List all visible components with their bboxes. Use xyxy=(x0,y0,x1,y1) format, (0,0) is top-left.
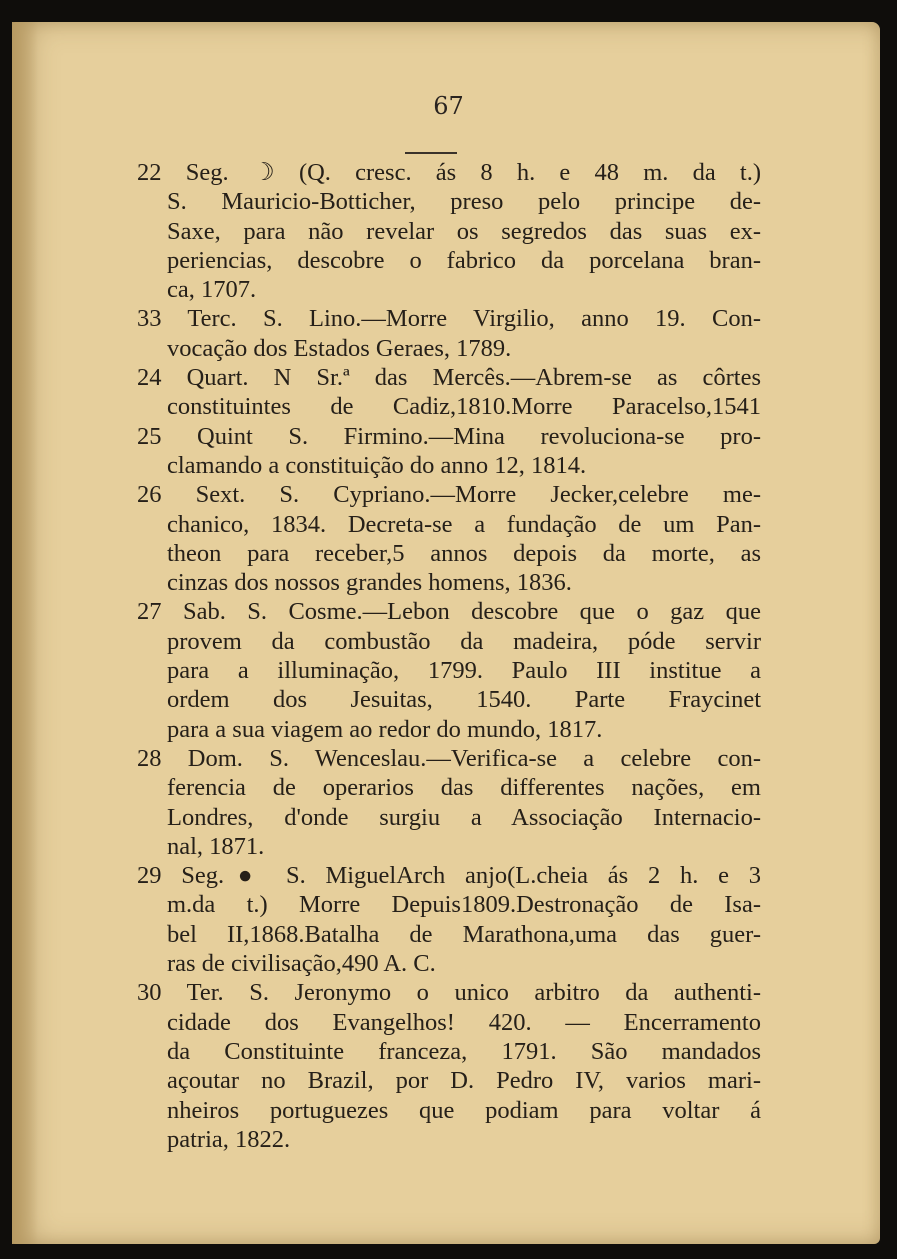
text-line: provem da combustão da madeira, póde servir xyxy=(167,627,761,655)
text-line: 29 Seg.● S. MiguelArch anjo(L.cheia ás 2 h. e 3 xyxy=(137,862,761,890)
text-line: vocação dos Estados Geraes, 1789. xyxy=(167,334,512,362)
page-gutter-shadow xyxy=(12,22,38,1244)
text-line: ca, 1707. xyxy=(167,276,257,304)
text-line: 22 Seg. ☽ (Q. cresc. ás 8 h. e 48 m. da t.) xyxy=(137,159,761,186)
text-line: nheiros portuguezes que podiam para voltar á xyxy=(167,1096,761,1124)
text-line: theon para receber,5 annos depois da morte, as xyxy=(167,539,761,567)
text-line: periencias, descobre o fabrico da porcelana bran- xyxy=(167,246,761,274)
header-rule xyxy=(405,152,457,154)
text-line: 30 Ter. S. Jeronymo o unico arbitro da authenti- xyxy=(137,979,761,1007)
text-line: para a sua viagem ao redor do mundo, 1817. xyxy=(167,715,603,743)
text-line: 24 Quart. N Sr.ª das Mercês.—Abrem-se as côrtes xyxy=(137,364,761,392)
text-line: ordem dos Jesuitas, 1540. Parte Fraycinet xyxy=(167,686,761,714)
text-line: ferencia de operarios das differentes nações, em xyxy=(167,774,761,802)
text-line: açoutar no Brazil, por D. Pedro IV, varios mari- xyxy=(167,1067,761,1095)
text-line: Saxe, para não revelar os segredos das suas ex- xyxy=(167,217,761,245)
text-line: bel II,1868.Batalha de Marathona,uma das guer- xyxy=(167,920,761,948)
text-line: cidade dos Evangelhos! 420. — Encerramento xyxy=(167,1008,761,1036)
text-line: m.da t.) Morre Depuis1809.Destronação de Isa- xyxy=(167,891,761,919)
text-line: cinzas dos nossos grandes homens, 1836. xyxy=(167,569,572,597)
text-line: S. Mauricio-Botticher, preso pelo principe de- xyxy=(167,188,761,216)
page-number: 67 xyxy=(433,92,464,120)
calendar-text xyxy=(137,158,761,1154)
text-line: patria, 1822. xyxy=(167,1125,291,1153)
text-line: 27 Sab. S. Cosme.—Lebon descobre que o gaz que xyxy=(137,598,761,626)
text-line: chanico, 1834. Decreta-se a fundação de um Pan- xyxy=(167,510,761,538)
text-line: ras de civilisação,490 A. C. xyxy=(167,950,436,978)
text-line: constituintes de Cadiz,1810.Morre Paracelso,1541 xyxy=(167,393,761,421)
text-line: nal, 1871. xyxy=(167,832,265,860)
text-line: da Constituinte franceza, 1791. São mandados xyxy=(167,1037,761,1065)
text-line: 28 Dom. S. Wenceslau.—Verifica-se a celebre con- xyxy=(137,744,761,772)
text-line: clamando a constituição do anno 12, 1814. xyxy=(167,451,587,479)
text-line: 33 Terc. S. Lino.—Morre Virgilio, anno 19. Con- xyxy=(137,305,761,333)
text-line: Londres, d'onde surgiu a Associação Internacio- xyxy=(167,803,761,831)
text-line: 26 Sext. S. Cypriano.—Morre Jecker,celebre me- xyxy=(137,481,761,509)
text-line: para a illuminação, 1799. Paulo III institue a xyxy=(167,657,761,685)
text-line: 25 Quint S. Firmino.—Mina revoluciona-se pro- xyxy=(137,422,761,450)
